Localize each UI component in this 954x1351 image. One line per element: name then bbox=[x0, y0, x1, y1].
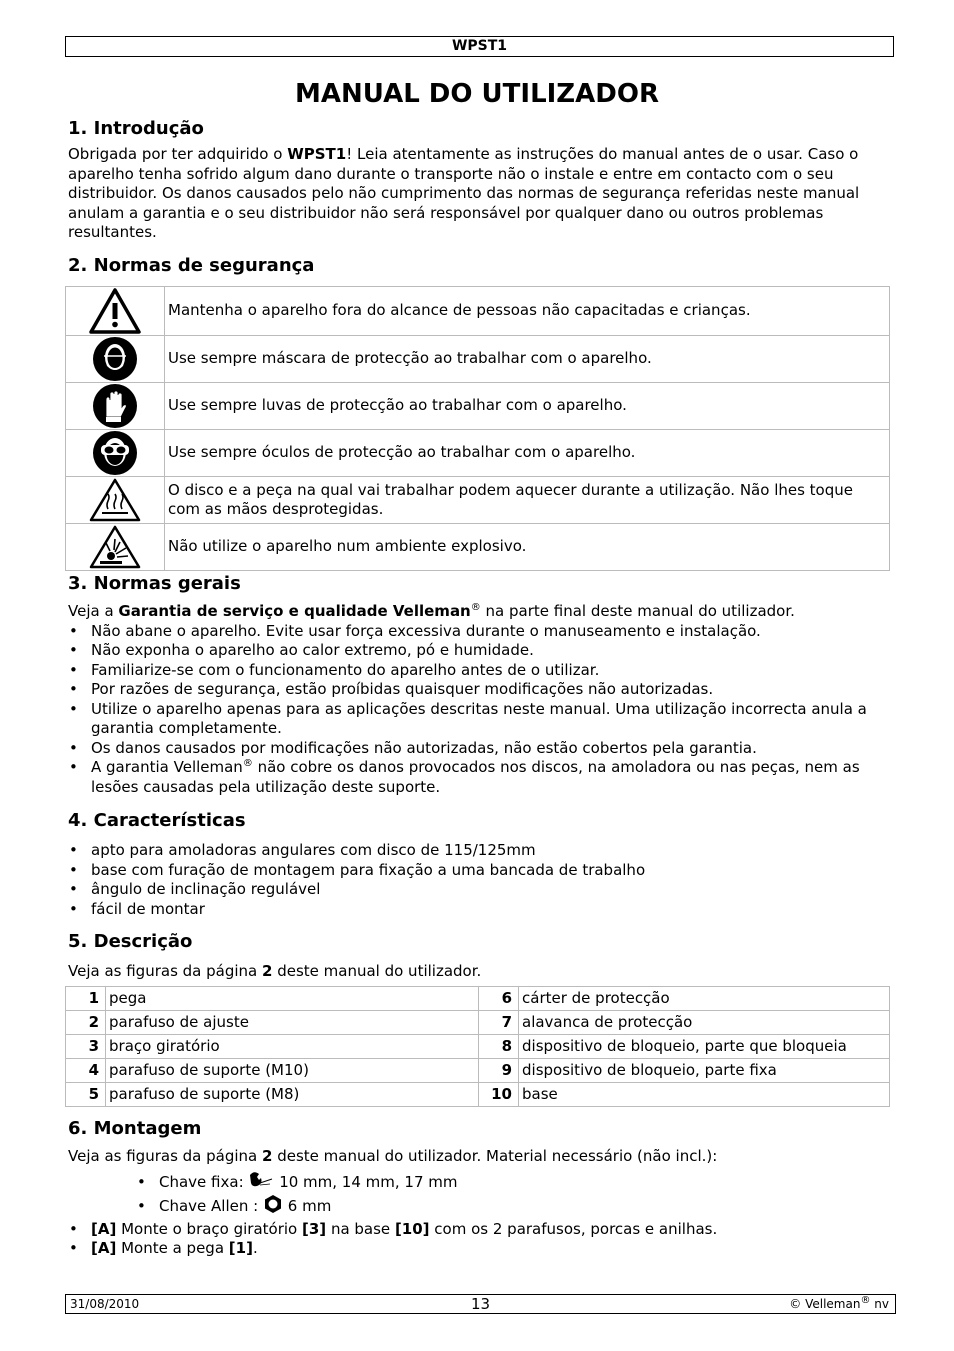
page-header bbox=[65, 36, 894, 57]
safety-row bbox=[66, 287, 890, 336]
table-row: 3 braço giratório 8 dispositivo de bloqueio, parte que bloqueia bbox=[66, 1035, 890, 1059]
intro-text: Obrigada por ter adquirido o WPST1! Leia atentamente as instruções do manual antes de o usar. Caso o aparelho tenha sofrido algum dano durante o transporte não o instale e entre em contacto com o seu distribuidor. Os danos causados pelo não cumprimento das normas de segurança referidas neste manual anulam a garantia e o seu distribuidor não será responsável por qualquer dano ou outros problemas resultantes. bbox=[68, 145, 860, 241]
list-item: • A garantia Velleman® não cobre os danos provocados nos discos, na amoladora ou nas peças, nem as lesões causadas pela utilização deste suporte. bbox=[68, 758, 894, 797]
hot-surface-icon bbox=[88, 477, 142, 523]
page-footer bbox=[65, 1294, 896, 1314]
table-row: 5 parafuso de suporte (M8) 10 base bbox=[66, 1083, 890, 1107]
list-item: • Não abane o aparelho. Evite usar força excessiva durante o manuseamento e instalação. bbox=[68, 622, 894, 642]
explosive-icon bbox=[88, 524, 142, 570]
intro-heading: 1. Introdução bbox=[68, 118, 204, 139]
page-number: 13 bbox=[470, 1295, 491, 1313]
tools-list bbox=[136, 1170, 894, 1219]
list-item: • Familiarize-se com o funcionamento do aparelho antes de o utilizar. bbox=[68, 661, 894, 681]
list-item: • Não exponha o aparelho ao calor extremo, pó e humidade. bbox=[68, 641, 894, 661]
mounting-heading: 6. Montagem bbox=[68, 1118, 202, 1139]
safety-row bbox=[66, 430, 890, 477]
mounting-section bbox=[68, 1117, 894, 1259]
parts-table bbox=[65, 986, 890, 1107]
header-model: WPST1 bbox=[451, 38, 508, 54]
description-intro: Veja as figuras da página 2 deste manual do utilizador. bbox=[68, 962, 482, 980]
list-item: • Utilize o aparelho apenas para as aplicações descritas neste manual. Uma utilização incorrecta anula a garantia completamente. bbox=[68, 700, 894, 739]
list-item: • Chave fixa: 10 mm, 14 mm, 17 mm bbox=[136, 1170, 894, 1194]
safety-row bbox=[66, 477, 890, 524]
safety-text: Use sempre máscara de protecção ao trabalhar com o aparelho. bbox=[165, 336, 890, 383]
features-section bbox=[68, 809, 894, 919]
safety-row bbox=[66, 524, 890, 571]
list-item: • Por razões de segurança, estão proíbidas quaisquer modificações não autorizadas. bbox=[68, 680, 894, 700]
steps-list bbox=[68, 1220, 894, 1259]
list-item: • [A] Monte o braço giratório [3] na base [10] com os 2 parafusos, porcas e anilhas. bbox=[68, 1220, 894, 1240]
warning-triangle-icon bbox=[88, 287, 142, 335]
table-row: 4 parafuso de suporte (M10) 9 dispositivo de bloqueio, parte fixa bbox=[66, 1059, 890, 1083]
general-intro: Veja a Garantia de serviço e qualidade Velleman® na parte final deste manual do utilizador. bbox=[68, 602, 795, 620]
list-item: • [A] Monte a pega [1]. bbox=[68, 1239, 894, 1259]
gloves-icon bbox=[92, 383, 138, 429]
safety-section bbox=[68, 254, 894, 278]
description-section bbox=[68, 930, 894, 982]
table-row: 1 pega 6 cárter de protecção bbox=[66, 987, 890, 1011]
features-list bbox=[68, 841, 894, 919]
list-item: • fácil de montar bbox=[68, 900, 894, 920]
safety-row bbox=[66, 383, 890, 430]
safety-goggles-icon bbox=[92, 430, 138, 476]
list-item: • Os danos causados por modificações não autorizadas, não estão cobertos pela garantia. bbox=[68, 739, 894, 759]
safety-heading: 2. Normas de segurança bbox=[68, 255, 315, 276]
safety-text: Use sempre óculos de protecção ao trabalhar com o aparelho. bbox=[165, 430, 890, 477]
features-heading: 4. Características bbox=[68, 810, 246, 831]
footer-copyright: © Velleman® nv bbox=[789, 1295, 889, 1311]
list-item: • base com furação de montagem para fixação a uma bancada de trabalho bbox=[68, 861, 894, 881]
list-item: • ângulo de inclinação regulável bbox=[68, 880, 894, 900]
safety-table bbox=[65, 286, 890, 571]
list-item: • apto para amoladoras angulares com disco de 115/125mm bbox=[68, 841, 894, 861]
footer-date: 31/08/2010 bbox=[70, 1297, 140, 1311]
page-title: MANUAL DO UTILIZADOR bbox=[295, 79, 659, 109]
face-mask-icon bbox=[92, 336, 138, 382]
allen-key-icon bbox=[263, 1194, 283, 1214]
general-section bbox=[68, 572, 894, 797]
table-row: 2 parafuso de ajuste 7 alavanca de protecção bbox=[66, 1011, 890, 1035]
wrench-icon bbox=[248, 1171, 274, 1189]
description-heading: 5. Descrição bbox=[68, 931, 193, 952]
intro-section bbox=[68, 117, 894, 243]
safety-row bbox=[66, 336, 890, 383]
safety-text: Use sempre luvas de protecção ao trabalhar com o aparelho. bbox=[165, 383, 890, 430]
mounting-intro: Veja as figuras da página 2 deste manual do utilizador. Material necessário (não incl.): bbox=[68, 1147, 718, 1165]
list-item: • Chave Allen : 6 mm bbox=[136, 1194, 894, 1219]
general-list bbox=[68, 622, 894, 798]
safety-text: Mantenha o aparelho fora do alcance de pessoas não capacitadas e crianças. bbox=[165, 287, 890, 336]
general-heading: 3. Normas gerais bbox=[68, 573, 241, 594]
safety-text: O disco e a peça na qual vai trabalhar podem aquecer durante a utilização. Não lhes toque com as mãos desprotegidas. bbox=[165, 477, 890, 524]
safety-text: Não utilize o aparelho num ambiente explosivo. bbox=[165, 524, 890, 571]
